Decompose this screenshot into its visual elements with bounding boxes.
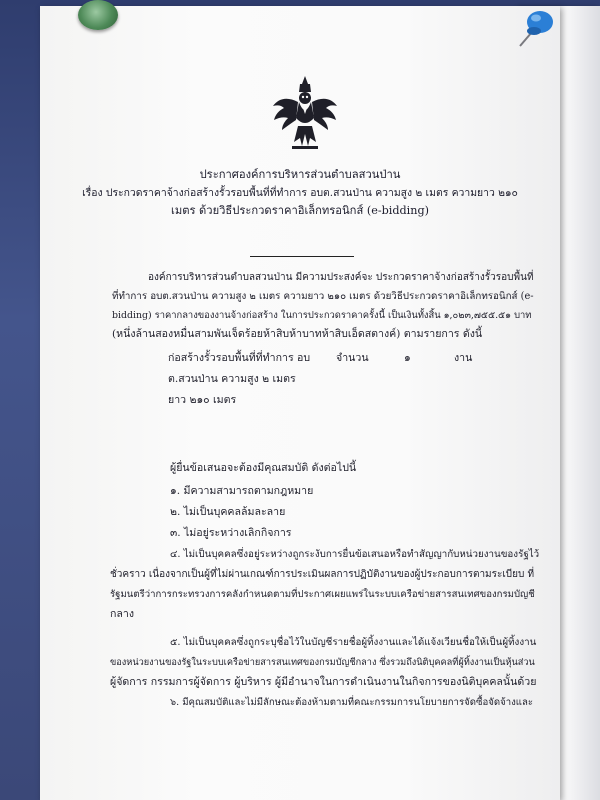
qualification-item: ๑. มีความสามารถตามกฎหมาย [170, 485, 314, 497]
title-divider [250, 256, 354, 257]
intro-line: bidding) ราคากลางของงานจ้างก่อสร้าง ในการประกวดราคาครั้งนี้ เป็นเงินทั้งสิ้น ๑,๐๒๓,๗๕๕.๕๑ บาท [112, 310, 532, 321]
qualification-heading: ผู้ยื่นข้อเสนอจะต้องมีคุณสมบัติ ดังต่อไปนี้ [170, 462, 357, 474]
intro-line: องค์การบริหารส่วนตำบลสวนป่าน มีความประสงค์จะ ประกวดราคาจ้างก่อสร้างรั้วรอบพื้นที่ [148, 272, 534, 283]
title-line: ประกาศองค์การบริหารส่วนตำบลสวนป่าน [199, 168, 401, 181]
qualification-6-line: ๖. มีคุณสมบัติและไม่มีลักษณะต้องห้ามตามที่คณะกรรมการนโยบายการจัดซื้อจัดจ้างและ [170, 697, 533, 708]
qualification-4-line: รัฐมนตรีว่าการกระทรวงการคลังกำหนดตามที่ประกาศเผยแพร่ในระบบเครือข่ายสารสนเทศของกรมบัญชี [110, 589, 535, 600]
item-name-line: ยาว ๒๑๐ เมตร [168, 394, 237, 406]
qualification-5-line: ผู้จัดการ กรรมการผู้จัดการ ผู้บริหาร ผู้มีอำนาจในการดำเนินงานในกิจการของนิติบุคคลนั้นด้วย [110, 676, 537, 688]
qualification-item: ๓. ไม่อยู่ระหว่างเลิกกิจการ [170, 527, 292, 539]
qualification-4-line: กลาง [110, 608, 135, 620]
intro-line: ที่ทำการ อบต.สวนป่าน ความสูง ๒ เมตร ความยาว ๒๑๐ เมตร ด้วยวิธีประกวดราคาอิเล็กทรอนิกส์ (e- [112, 291, 534, 302]
qualification-5-line: ของหน่วยงานของรัฐในระบบเครือข่ายสารสนเทศของกรมบัญชีกลาง ซึ่งรวมถึงนิติบุคคลที่ผู้ทิ้งงานเป็นหุ้นส่วน [110, 657, 535, 668]
qualification-4-line: ๔. ไม่เป็นบุคคลซึ่งอยู่ระหว่างถูกระงับการยื่นข้อเสนอหรือทำสัญญากับหน่วยงานของรัฐไว้ [170, 549, 540, 560]
intro-line: (หนึ่งล้านสองหมื่นสามพันเจ็ดร้อยห้าสิบห้าบาทห้าสิบเอ็ดสตางค์) ตามรายการ ดังนี้ [112, 328, 483, 340]
item-qty-value: ๑ [404, 352, 411, 364]
item-name-line: ต.สวนป่าน ความสูง ๒ เมตร [168, 373, 296, 385]
qualification-5-line: ๕. ไม่เป็นบุคคลซึ่งถูกระบุชื่อไว้ในบัญชีรายชื่อผู้ทิ้งงานและได้แจ้งเวียนชื่อให้เป็นผู้ทิ้งงาน [170, 637, 537, 648]
qualification-item: ๒. ไม่เป็นบุคคลล้มละลาย [170, 506, 286, 518]
item-qty-label: จำนวน [336, 352, 369, 364]
document-title [80, 166, 520, 220]
item-unit: งาน [454, 352, 473, 364]
binder-clip-icon [78, 0, 118, 30]
title-line: เรื่อง ประกวดราคาจ้างก่อสร้างรั้วรอบพื้นที่ที่ทำการ อบต.สวนป่าน ความสูง ๒ เมตร ความยาว ๒๑๐ [82, 187, 518, 199]
garuda-emblem-icon [270, 72, 340, 152]
qualification-4-line: ชั่วคราว เนื่องจากเป็นผู้ที่ไม่ผ่านเกณฑ์การประเมินผลการปฏิบัติงานของผู้ประกอบการตามระเบียบ ที่ [110, 569, 535, 580]
item-name-line: ก่อสร้างรั้วรอบพื้นที่ที่ทำการ อบ [168, 352, 311, 364]
push-pin-icon [514, 6, 554, 50]
title-line: เมตร ด้วยวิธีประกวดราคาอิเล็กทรอนิกส์ (e-bidding) [171, 204, 429, 217]
